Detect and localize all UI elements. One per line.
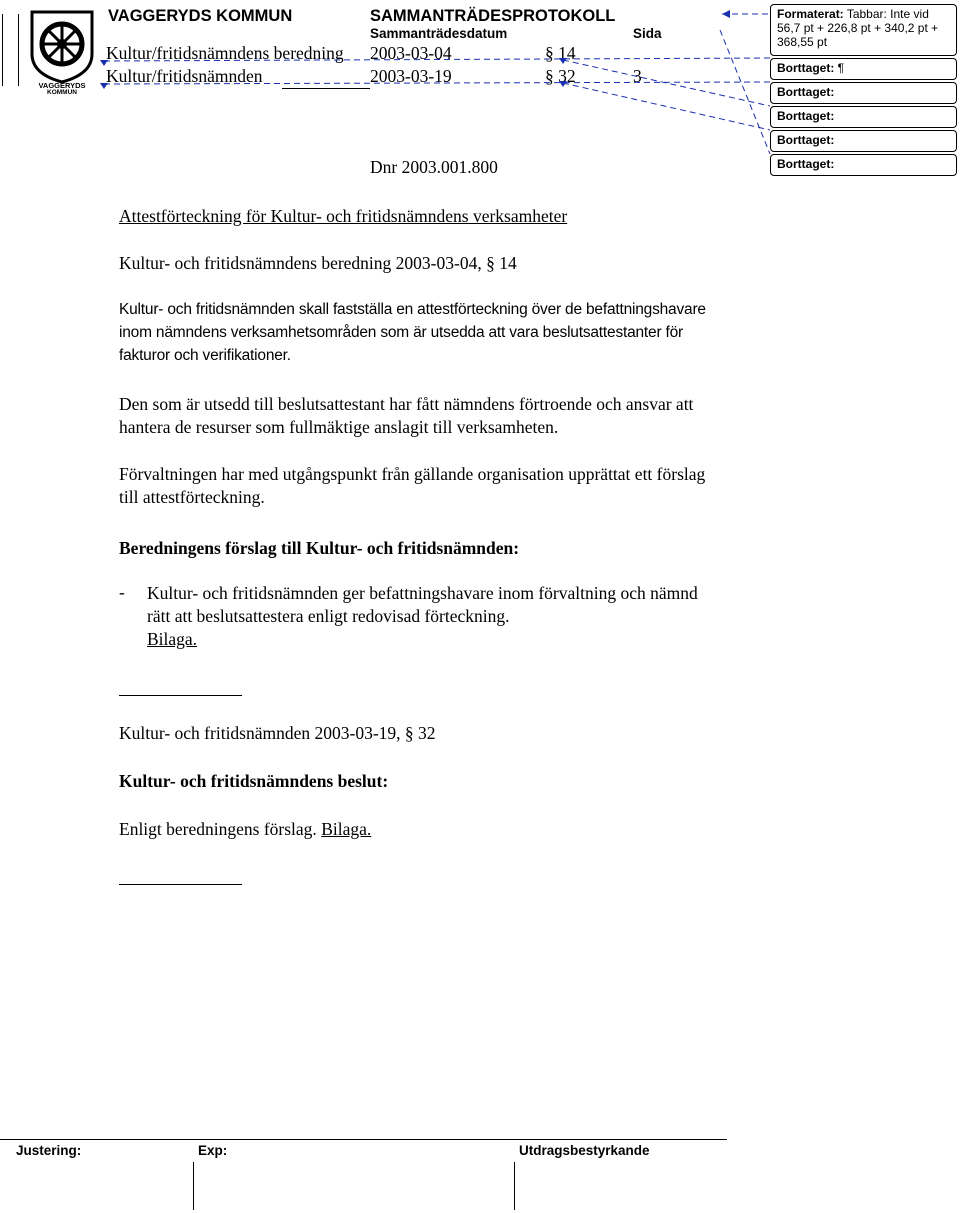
header-row-para-num-1: 14 — [558, 43, 576, 63]
revision-balloon-deleted-1[interactable] — [770, 58, 957, 80]
revision-balloon-deleted-3[interactable] — [770, 106, 957, 128]
revision-balloon-deleted-4[interactable] — [770, 130, 957, 152]
header-row-page-2: 3 — [633, 66, 642, 86]
nämnd-ref-text: Kultur- och fritidsnämnden 2003-03-19, — [119, 723, 401, 743]
proposal-attachment-link[interactable]: Bilaga. — [147, 629, 198, 649]
header-row-para-2: § 32 — [545, 66, 576, 86]
dnr: Dnr 2003.001.800 — [370, 157, 498, 177]
header-row-body-1: Kultur/fritidsnämndens beredning — [106, 43, 344, 63]
proposal-dash: - — [119, 582, 125, 602]
paragraph-2: Den som är utsedd till beslutsattestant har fått nämndens förtroende och ansvar att hantera de resurser som fullmäktige anslagit till verksamheten. — [119, 394, 694, 437]
logo-lettering-2: KOMMUN — [47, 89, 77, 96]
decision-text: Enligt beredningens förslag. — [119, 819, 317, 839]
paragraph-1: Kultur- och fritidsnämnden skall fastställa en attestförteckning över de befattningshavare inom nämndens verksamhetsområden som är utsedda att vara beslutsattestanter för fakturor och verifikationer. — [119, 301, 706, 364]
separator-2 — [119, 884, 242, 885]
revision-deleted-label-5: Borttaget: — [777, 157, 835, 171]
footer-divider-2 — [514, 1162, 515, 1210]
footer-utdrag: Utdragsbestyrkande — [519, 1143, 650, 1158]
revision-deleted-label-4: Borttaget: — [777, 133, 835, 147]
proposal-heading: Beredningens förslag till Kultur- och fritidsnämnden: — [119, 538, 520, 558]
date-label: Sammanträdesdatum — [370, 26, 508, 41]
footer-rule — [0, 1139, 727, 1140]
header-row-body-2: Kultur/fritidsnämnden — [106, 66, 263, 86]
footer-divider-1 — [193, 1162, 194, 1210]
decision-attachment-link[interactable]: Bilaga. — [321, 819, 372, 839]
footer-justering: Justering: — [16, 1143, 82, 1158]
revision-formatted-label: Formaterat: — [777, 7, 844, 21]
nämnd-reference: Kultur- och fritidsnämnden 2003-03-19, § 32 — [119, 723, 436, 743]
beredning-ref-text: Kultur- och fritidsnämndens beredning 2003-03-04, — [119, 253, 482, 273]
footer-exp: Exp: — [198, 1143, 228, 1158]
beredning-reference: Kultur- och fritidsnämndens beredning 2003-03-04, § 14 — [119, 253, 517, 273]
header-row-para-num-2: 32 — [558, 66, 576, 86]
doc-type: SAMMANTRÄDESPROTOKOLL — [370, 7, 616, 25]
header-row-date-1: 2003-03-04 — [370, 43, 452, 63]
header-row-date-2: 2003-03-19 — [370, 66, 452, 86]
org-name: VAGGERYDS KOMMUN — [108, 7, 293, 25]
decision-text-line — [119, 818, 719, 841]
beredning-ref-para: 14 — [499, 253, 517, 273]
separator-1 — [119, 695, 242, 696]
revision-formatted-text: Tabbar: Inte vid 56,7 pt + 226,8 pt + 340,2 pt + 368,55 pt — [777, 7, 939, 49]
proposal-item — [147, 582, 707, 651]
revision-deleted-label-3: Borttaget: — [777, 109, 835, 123]
revision-deleted-label-1: Borttaget: — [777, 61, 835, 75]
revision-deleted-label-2: Borttaget: — [777, 85, 835, 99]
revision-balloon-deleted-5[interactable] — [770, 154, 957, 176]
revision-pilcrow: ¶ — [837, 61, 845, 75]
decision-heading: Kultur- och fritidsnämndens beslut: — [119, 771, 389, 791]
page-label: Sida — [633, 26, 662, 41]
revision-balloon-deleted-2[interactable] — [770, 82, 957, 104]
header-row-para-1: § 14 — [545, 43, 576, 63]
document-title: Attestförteckning för Kultur- och fritidsnämndens verksamheter — [119, 206, 568, 226]
revision-balloon-formatted[interactable] — [770, 4, 957, 56]
proposal-text: Kultur- och fritidsnämnden ger befattningshavare inom förvaltning och nämnd rätt att beslutsattestera enligt redovisad förteckning. — [147, 583, 698, 626]
logo-lettering-1: VAGGERYDS — [38, 81, 86, 90]
nämnd-ref-para: 32 — [418, 723, 436, 743]
paragraph-3: Förvaltningen har med utgångspunkt från gällande organisation upprättat ett förslag till attestförteckning. — [119, 464, 706, 507]
